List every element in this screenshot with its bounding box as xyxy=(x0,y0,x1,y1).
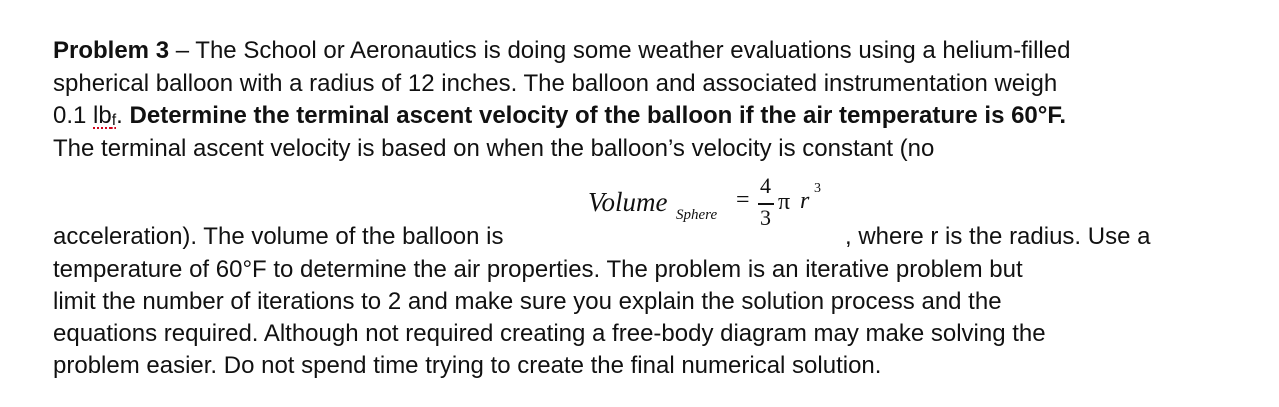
line-3-period: . xyxy=(116,102,130,129)
eq-radius: r xyxy=(800,188,810,214)
eq-exponent: 3 xyxy=(814,181,821,196)
eq-equals: = xyxy=(736,187,750,213)
eq-subscript-sphere: Sphere xyxy=(676,207,718,223)
line-1-text: – The School or Aeronautics is doing some weather evaluations using a helium-filled xyxy=(169,37,1071,64)
problem-line-1 xyxy=(53,37,1070,65)
problem-line-5 xyxy=(53,223,503,251)
line-5-end: , where r is the radius. Use a xyxy=(845,223,1151,250)
line-6-text: temperature of 60°F to determine the air properties. The problem is an iterative problem but xyxy=(53,256,1023,283)
problem-line-3 xyxy=(53,102,1066,135)
line-5-start: acceleration). The volume of the balloon is xyxy=(53,223,504,250)
problem-line-5-end xyxy=(845,223,1150,251)
problem-line-8 xyxy=(53,320,1046,348)
task-statement: Determine the terminal ascent velocity of the balloon if the air temperature is 60°F. xyxy=(129,102,1067,129)
line-8-text: equations required. Although not required creating a free-body diagram may make solving the xyxy=(53,320,1046,347)
eq-denominator: 3 xyxy=(760,205,771,230)
line-2-text: spherical balloon with a radius of 12 inches. The balloon and associated instrumentation weigh xyxy=(53,70,1058,97)
sphere-volume-equation xyxy=(588,173,848,235)
weight-unit xyxy=(93,102,116,129)
problem-line-7 xyxy=(53,288,1002,316)
eq-numerator: 4 xyxy=(760,173,771,198)
eq-pi: π xyxy=(778,189,791,215)
eq-volume: Volume xyxy=(588,187,668,217)
problem-line-6 xyxy=(53,256,1023,284)
line-4-text: The terminal ascent velocity is based on when the balloon’s velocity is constant (no xyxy=(53,135,935,162)
problem-line-9 xyxy=(53,352,881,380)
unit-lb: lb xyxy=(93,102,112,129)
weight-value: 0.1 xyxy=(53,102,94,129)
problem-line-4 xyxy=(53,135,934,163)
line-7-text: limit the number of iterations to 2 and make sure you explain the solution process and the xyxy=(53,288,1002,315)
problem-heading: Problem 3 xyxy=(53,37,170,64)
problem-line-2 xyxy=(53,70,1057,98)
unit-sub-f: f xyxy=(111,112,117,129)
line-9-text: problem easier. Do not spend time trying to create the final numerical solution. xyxy=(53,352,882,379)
